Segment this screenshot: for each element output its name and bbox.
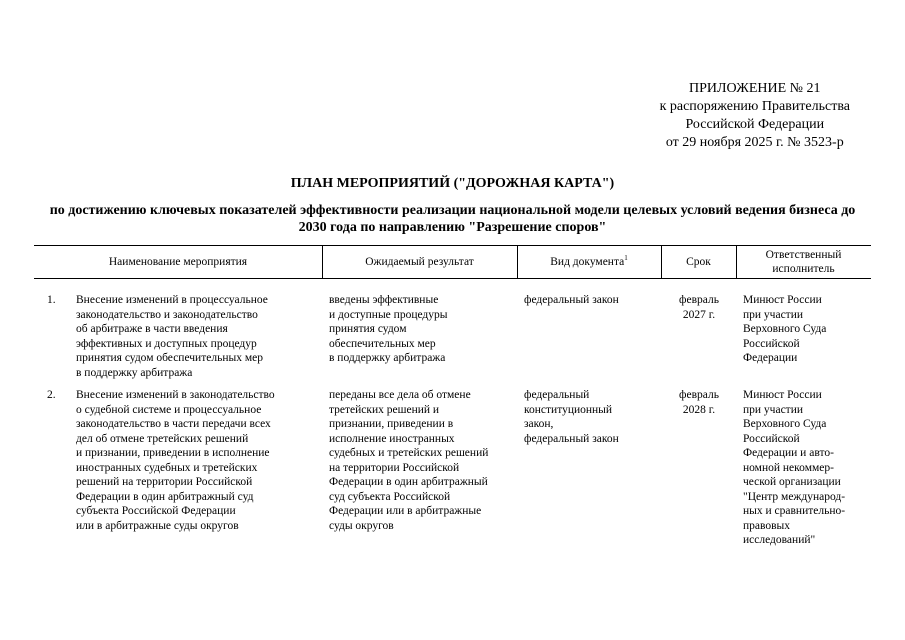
annex-number: ПРИЛОЖЕНИЕ № 21: [689, 81, 821, 96]
header-doc-type: Вид документа$^1$: [550, 253, 628, 268]
header-deadline: Срок: [686, 255, 711, 268]
row-event: Внесение изменений в законодательство о судебной системе и процессуальное законодательство в части передачи всех дел об отмене третейских решений и признании, приведении в исполнение иностранных судебных и третейских решений на территории Российской Федерации в один арбитражный суд субъекта Российской Федерации или в арбитражные суды округов: [76, 389, 275, 532]
row-result: введены эффективные и доступные процедуры принятия судом обеспечительных мер в поддержку арбитража: [329, 294, 448, 364]
annex-line: Российской Федерации: [685, 117, 825, 132]
row-executor: Минюст России при участии Верховного Суда Российской Федерации и авто- номной некоммер- ческой организации "Центр международ- ных и сравнительно- правовых исследований": [743, 389, 846, 546]
document-subtitle: по достижению ключевых показателей эффективности реализации национальной модели целевых условий ведения бизнеса до 2030 года по направлению "Разрешение споров": [49, 203, 856, 235]
header-event: Наименование мероприятия: [108, 255, 248, 268]
header-result: Ожидаемый результат: [365, 255, 474, 268]
footnote-mark: 1: [624, 253, 628, 262]
row-number: 1.: [47, 294, 56, 306]
row-doc-type: федеральный конституционный закон, федеральный закон: [524, 389, 619, 445]
annex-block: [660, 80, 850, 152]
row-event: Внесение изменений в процессуальное законодательство и законодательство об арбитраже в части введения эффективных и доступных процедур принятия судом обеспечительных мер в поддержку арбитража: [76, 294, 268, 379]
row-doc-type: федеральный закон: [524, 294, 619, 306]
row-deadline: февраль 2028 г.: [679, 389, 719, 416]
row-number: 2.: [47, 389, 56, 401]
annex-line: к распоряжению Правительства: [659, 99, 850, 114]
row-result: переданы все дела об отмене третейских решений и признании, приведении в исполнение иностранных судебных и третейских решений на территории Российской Федерации в один арбитражный суд субъекта Российской Федерации или в арбитражные суды округов: [329, 389, 489, 532]
annex-line: от 29 ноября 2025 г. № 3523-р: [665, 135, 844, 150]
table-header-border: [34, 278, 871, 279]
row-deadline: февраль 2027 г.: [679, 294, 719, 321]
row-executor: Минюст России при участии Верховного Суда Российской Федерации: [743, 294, 827, 364]
header-executor: Ответственный исполнитель: [765, 248, 842, 275]
document-title: ПЛАН МЕРОПРИЯТИЙ ("ДОРОЖНАЯ КАРТА"): [290, 176, 615, 191]
